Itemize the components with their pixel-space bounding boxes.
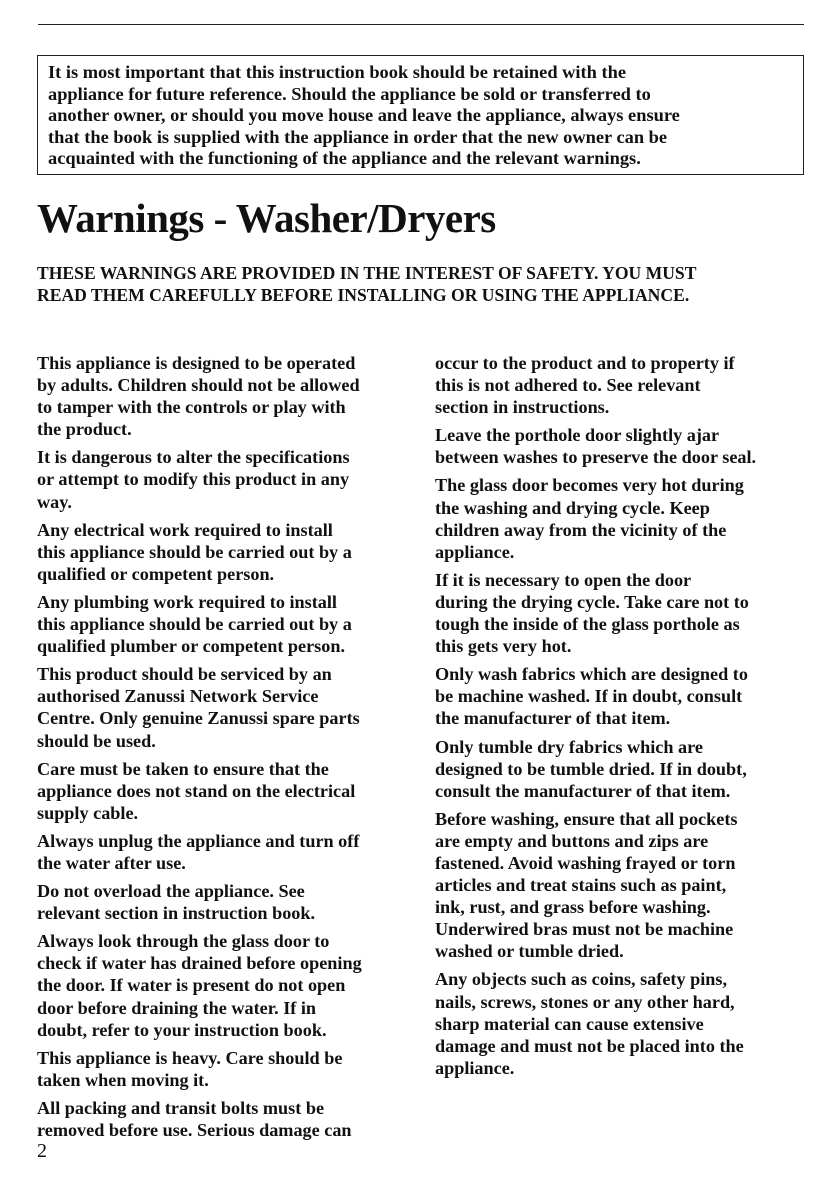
warnings-right-column: [435, 352, 807, 1085]
warning-paragraph: [37, 1047, 409, 1091]
warning-line: supply cable.: [37, 802, 139, 823]
notice-line: acquainted with the functioning of the appliance and the relevant warnings.: [48, 148, 641, 168]
warning-line: Do not overload the appliance. See: [37, 881, 305, 902]
warning-paragraph: [435, 424, 807, 468]
warning-line: or attempt to modify this product in any: [37, 469, 350, 490]
warning-line: designed to be tumble dried. If in doubt,: [435, 758, 747, 779]
warning-line: fastened. Avoid washing frayed or torn: [435, 852, 736, 873]
warning-paragraph: [37, 830, 409, 874]
warning-line: Centre. Only genuine Zanussi spare parts: [37, 708, 360, 729]
warning-line: If it is necessary to open the door: [435, 569, 692, 590]
warning-line: to tamper with the controls or play with: [37, 397, 346, 418]
warning-line: children away from the vicinity of the: [435, 519, 727, 540]
warning-paragraph: [37, 352, 409, 440]
warning-line: This appliance is heavy. Care should be: [37, 1047, 343, 1068]
top-rule: [38, 24, 804, 25]
notice-line: that the book is supplied with the appliance in order that the new owner can be: [48, 126, 668, 147]
warning-line: qualified or competent person.: [37, 563, 275, 584]
warning-line: by adults. Children should not be allowed: [37, 375, 360, 396]
warning-line: are empty and buttons and zips are: [435, 830, 709, 851]
page-title: Warnings - Washer/Dryers: [37, 195, 496, 241]
warning-line: Leave the porthole door slightly ajar: [435, 425, 720, 446]
notice-line: It is most important that this instruction book should be retained with the: [48, 62, 627, 82]
warning-line: check if water has drained before opening: [37, 953, 362, 974]
warning-line: should be used.: [37, 730, 156, 751]
warning-line: appliance.: [435, 541, 515, 562]
warning-line: This appliance is designed to be operated: [37, 353, 356, 373]
warnings-left-column: [37, 352, 409, 1147]
notice-line: appliance for future reference. Should the appliance be sold or transferred to: [48, 83, 651, 104]
warning-line: All packing and transit bolts must be: [37, 1097, 325, 1118]
warning-line: authorised Zanussi Network Service: [37, 686, 319, 707]
subtitle-line: THESE WARNINGS ARE PROVIDED IN THE INTEREST OF SAFETY. YOU MUST: [37, 263, 697, 283]
warning-line: occur to the product and to property if: [435, 353, 735, 373]
warning-line: the product.: [37, 419, 132, 440]
retain-book-notice: [37, 55, 804, 175]
warning-paragraph: [435, 808, 807, 963]
warning-line: this appliance should be carried out by a: [37, 541, 352, 562]
warning-line: Any objects such as coins, safety pins,: [435, 969, 728, 990]
warning-paragraph: [37, 591, 409, 657]
warning-line: removed before use. Serious damage can: [37, 1120, 352, 1140]
warning-paragraph: [435, 968, 807, 1078]
warning-line: damage and must not be placed into the: [435, 1035, 744, 1056]
warning-line: doubt, refer to your instruction book.: [37, 1019, 327, 1040]
warning-line: The glass door becomes very hot during: [435, 475, 744, 496]
warning-line: It is dangerous to alter the specifications: [37, 447, 350, 468]
warning-paragraph: [435, 474, 807, 562]
warning-paragraph: [435, 663, 807, 729]
warning-line: way.: [37, 491, 72, 512]
warning-line: appliance does not stand on the electrical: [37, 780, 356, 801]
warning-line: articles and treat stains such as paint,: [435, 875, 727, 896]
warning-line: this is not adhered to. See relevant: [435, 375, 701, 396]
warning-line: Any plumbing work required to install: [37, 591, 337, 612]
notice-line: another owner, or should you move house and leave the appliance, always ensure: [48, 105, 680, 125]
warning-paragraph: [37, 663, 409, 751]
warning-line: this appliance should be carried out by a: [37, 614, 352, 635]
warning-paragraph: [37, 880, 409, 924]
warning-line: washed or tumble dried.: [435, 941, 624, 962]
warning-line: between washes to preserve the door seal.: [435, 447, 757, 468]
warning-line: Any electrical work required to install: [37, 519, 333, 540]
warning-line: tough the inside of the glass porthole as: [435, 614, 740, 635]
warning-line: Only wash fabrics which are designed to: [435, 664, 748, 685]
safety-subtitle: [37, 262, 807, 306]
warning-line: door before draining the water. If in: [37, 997, 317, 1018]
warning-line: Underwired bras must not be machine: [435, 919, 734, 940]
warning-line: during the drying cycle. Take care not to: [435, 591, 749, 612]
warning-paragraph: [435, 352, 807, 418]
warning-line: consult the manufacturer of that item.: [435, 780, 731, 801]
warning-line: Always unplug the appliance and turn off: [37, 830, 360, 851]
page-number: 2: [37, 1140, 47, 1162]
warning-line: be machine washed. If in doubt, consult: [435, 686, 743, 707]
warning-line: relevant section in instruction book.: [37, 903, 316, 924]
warning-paragraph: [37, 930, 409, 1040]
warning-line: nails, screws, stones or any other hard,: [435, 991, 735, 1012]
warning-line: ink, rust, and grass before washing.: [435, 897, 711, 918]
warning-line: this gets very hot.: [435, 636, 572, 657]
warning-line: the manufacturer of that item.: [435, 708, 671, 729]
warning-line: sharp material can cause extensive: [435, 1013, 704, 1034]
warning-line: taken when moving it.: [37, 1069, 209, 1090]
warning-paragraph: [37, 446, 409, 512]
warning-paragraph: [37, 758, 409, 824]
subtitle-line: READ THEM CAREFULLY BEFORE INSTALLING OR USING THE APPLIANCE.: [37, 285, 690, 305]
warning-line: Before washing, ensure that all pockets: [435, 808, 738, 829]
warning-line: Care must be taken to ensure that the: [37, 758, 329, 779]
warning-paragraph: [435, 569, 807, 657]
warning-line: the washing and drying cycle. Keep: [435, 497, 710, 518]
warning-line: Always look through the glass door to: [37, 931, 330, 952]
warning-line: qualified plumber or competent person.: [37, 636, 346, 657]
warning-line: the door. If water is present do not open: [37, 975, 346, 996]
warning-line: appliance.: [435, 1057, 515, 1078]
warning-line: Only tumble dry fabrics which are: [435, 736, 703, 757]
warning-paragraph: [435, 736, 807, 802]
warning-paragraph: [37, 519, 409, 585]
warning-line: This product should be serviced by an: [37, 664, 332, 685]
warning-line: the water after use.: [37, 852, 186, 873]
warning-line: section in instructions.: [435, 397, 610, 418]
warning-paragraph: [37, 1097, 409, 1141]
